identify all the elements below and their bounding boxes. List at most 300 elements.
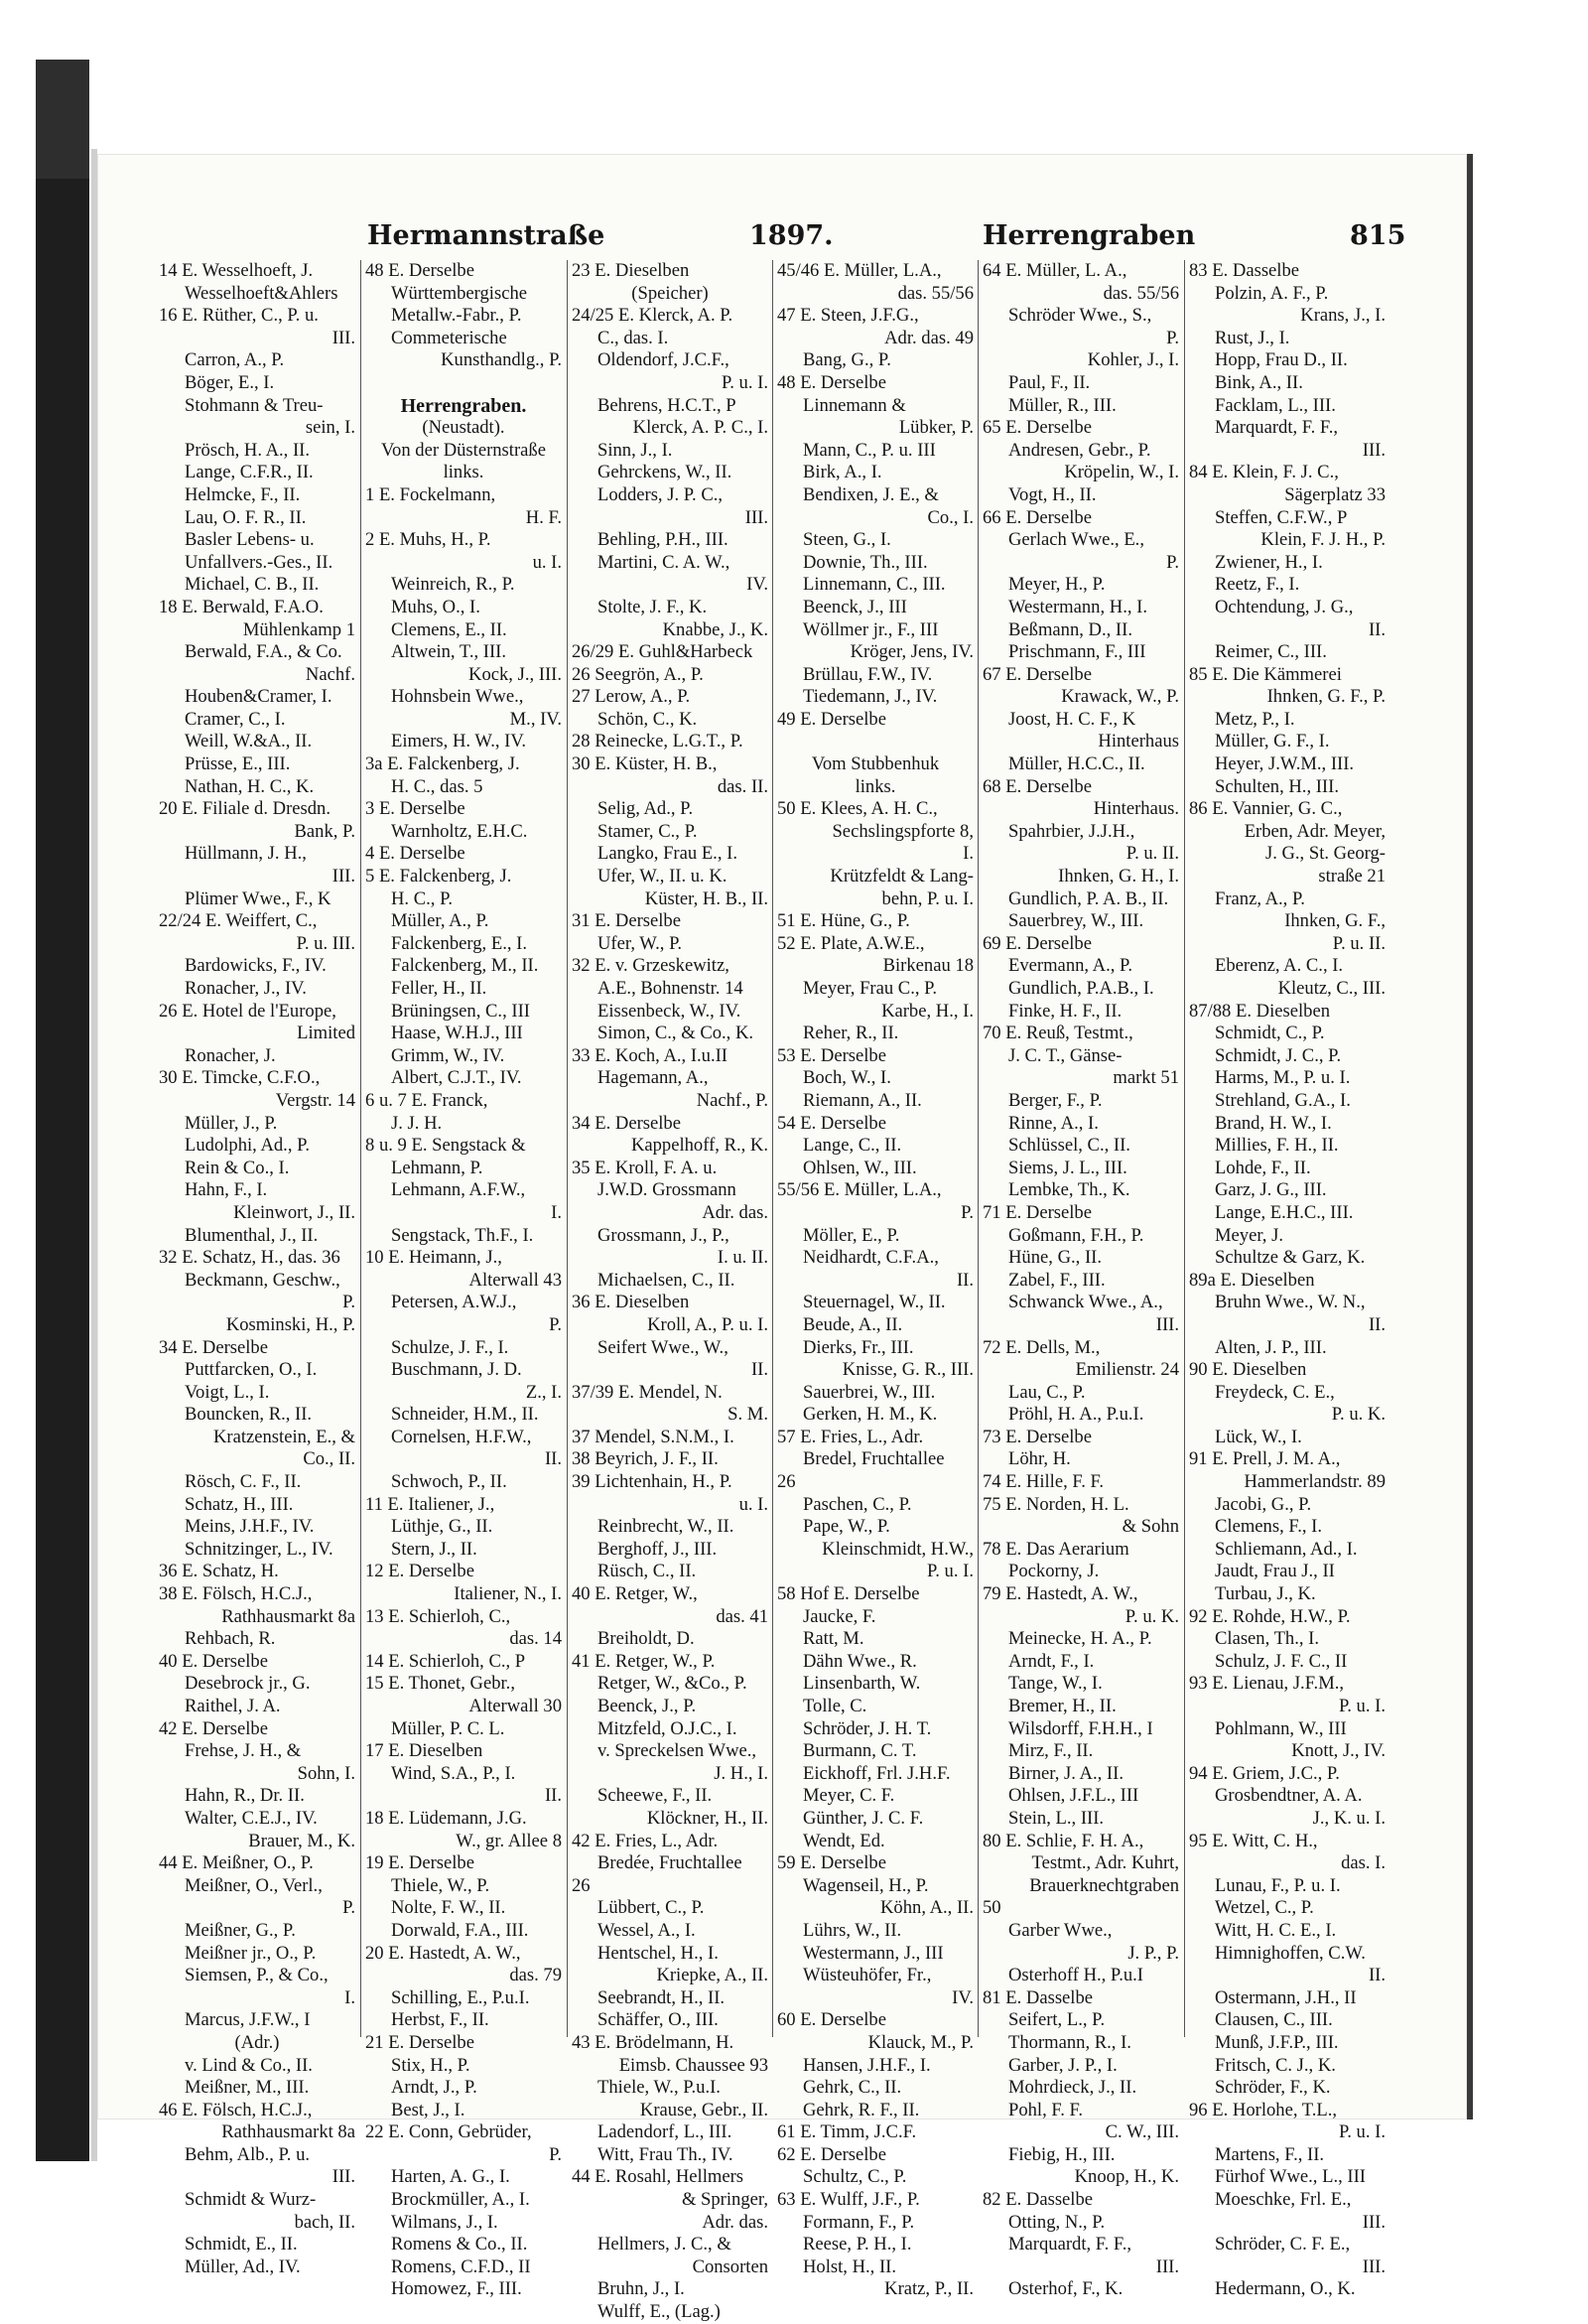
directory-line: Hahn, F., I. [185,1179,268,1201]
directory-line: 26 [572,1874,591,1896]
directory-line: links. [855,775,896,797]
directory-line: Wilmans, J., I. [391,2211,498,2233]
directory-line: Sechslingspforte 8, [832,820,974,842]
directory-line: Brockmüller, A., I. [391,2189,530,2211]
directory-column-5 [983,260,1179,2300]
directory-line: Adr. das. [702,2211,768,2233]
directory-line: Sauerbrey, W., III. [1008,910,1144,932]
directory-line: Garz, J. G., III. [1215,1179,1327,1201]
directory-line: Pockorny, J. [1008,1561,1100,1582]
directory-line: Ihnken, G. F., [1284,910,1386,932]
directory-line: Arndt, J., P. [391,2077,477,2099]
directory-line: Seifert, L., P. [1008,2009,1106,2031]
directory-line: J. P., P. [1127,1942,1179,1964]
directory-line: Kosminski, H., P. [225,1313,355,1335]
directory-line: das. 41 [716,1605,768,1627]
directory-line: Prischmann, F., III [1008,641,1146,663]
directory-line: links. [443,462,484,483]
directory-line: Best, J., I. [391,2099,465,2120]
directory-line: 1 E. Fockelmann, [365,483,496,505]
directory-line: u. I. [738,1493,768,1515]
directory-line: Lührs, W., II. [803,1919,902,1941]
directory-line: Wetzel, C., P. [1215,1897,1314,1919]
directory-line: 32 E. v. Grzeskewitz, [572,955,729,977]
directory-line: J. C. T., Gänse- [1008,1044,1123,1066]
directory-line: I. [344,1986,355,2008]
directory-line: 52 E. Plate, A.W.E., [777,932,925,954]
directory-line: 67 E. Derselbe [983,663,1092,685]
directory-line: P. [549,1313,562,1335]
directory-line: Ohlsen, W., III. [803,1157,917,1178]
directory-line: Reher, R., II. [803,1023,899,1044]
directory-line: Knisse, G. R., III. [842,1359,974,1381]
directory-line: das. 55/56 [1103,282,1179,304]
directory-line: Schmidt, E., II. [185,2234,298,2256]
directory-line: 90 E. Dieselben [1189,1359,1307,1381]
directory-line: Holst, H., II. [803,2256,896,2277]
directory-line: Beude, A., II. [803,1313,903,1335]
directory-line: Adr. das. [702,1201,768,1223]
directory-line: Garber, J. P., I. [1008,2054,1118,2076]
directory-line: 12 E. Derselbe [365,1561,474,1582]
directory-line: Bendixen, J. E., & [803,483,939,505]
directory-line: 42 E. Fries, L., Adr. [572,1830,719,1851]
column-divider [978,260,979,2037]
directory-line: Reimer, C., III. [1215,641,1327,663]
directory-line: Rein & Co., I. [185,1157,290,1178]
directory-line: 36 E. Dieselben [572,1292,690,1313]
directory-line: J., K. u. I. [1312,1807,1386,1829]
directory-line: Möller, E., P. [803,1224,900,1246]
directory-line: Altwein, T., III. [391,641,507,663]
directory-line: P. u. II. [1125,843,1179,865]
directory-line: Alten, J. P., III. [1215,1336,1327,1358]
header-street-left: Hermannstraße [367,220,605,251]
directory-line [777,731,974,753]
directory-line: Seifert Wwe., W., [597,1336,728,1358]
directory-line: Prösch, H. A., II. [185,439,311,461]
directory-line: 30 E. Timcke, C.F.O., [159,1067,321,1089]
directory-line: 5 E. Falckenberg, J. [365,866,512,888]
directory-line: Albert, C.J.T., IV. [391,1067,522,1089]
directory-line: Kohler, J., I. [1087,349,1179,371]
directory-line: Jaucke, F. [803,1605,876,1627]
directory-line: Sohn, I. [297,1762,355,1784]
directory-line: Beenck, J., P. [597,1696,697,1716]
directory-line: Klerck, A. P. C., I. [632,417,768,439]
directory-column-6 [1189,260,1386,2300]
directory-line: 41 E. Retger, W., P. [572,1650,716,1672]
directory-line: Homowez, F., III. [391,2278,522,2300]
directory-line: Garber Wwe., [1008,1919,1113,1941]
directory-line: Kunsthandlg., P. [441,349,562,371]
directory-line: Rathhausmarkt 8a [221,1605,355,1627]
directory-line: 23 E. Dieselben [572,260,690,281]
directory-line: Wendt, Ed. [803,1830,885,1851]
directory-line: Moeschke, Frl. E., [1215,2189,1352,2211]
directory-line: III. [1362,439,1386,461]
directory-line: Knabbe, J., K. [662,618,768,640]
directory-line: Goßmann, F.H., P. [1008,1224,1144,1246]
directory-line: Jacobi, G., P. [1215,1493,1312,1515]
directory-line: II. [544,1448,562,1470]
directory-line: IV. [746,574,768,596]
directory-line: 48 E. Derselbe [365,260,474,281]
directory-line: III. [331,2166,355,2188]
directory-line: P. u. II. [1332,932,1386,954]
directory-line: Selig, Ad., P. [597,798,694,820]
directory-line: 37/39 E. Mendel, N. [572,1381,723,1403]
directory-line: Vom Stubbenhuk [811,753,940,775]
directory-line: Reese, P. H., I. [803,2234,912,2256]
directory-line: Fürhof Wwe., L., III [1215,2166,1366,2188]
page-header [367,220,1409,256]
directory-line: Desebrock jr., G. [185,1673,311,1695]
directory-line: 8 u. 9 E. Sengstack & [365,1135,526,1157]
directory-line: Clemens, E., II. [391,618,507,640]
directory-line: Brüllau, F.W., IV. [803,663,933,685]
directory-line: Weill, W.&A., II. [185,731,313,752]
directory-line: H. C., P. [391,888,453,909]
directory-line: Blumenthal, J., II. [185,1224,319,1246]
directory-line: Berger, F., P. [1008,1089,1103,1111]
directory-line: Eberenz, A. C., I. [1215,955,1344,977]
directory-line: Harten, A. G., I. [391,2166,510,2188]
directory-line: 60 E. Derselbe [777,2009,886,2031]
directory-line: Eimsb. Chaussee 93 [618,2054,768,2076]
directory-line: Warnholtz, E.H.C. [391,820,528,842]
directory-line: 38 E. Fölsch, H.C.J., [159,1583,313,1605]
directory-line: Houben&Cramer, I. [185,686,332,708]
directory-line: Siems, J. L., III. [1008,1157,1127,1178]
directory-line: Langko, Frau E., I. [597,843,737,865]
directory-line: Meißner, M., III. [185,2077,310,2099]
directory-line: Grossmann, J., P., [597,1224,729,1246]
directory-line: Schmidt & Wurz- [185,2189,317,2211]
directory-line: Schäffer, O., III. [597,2009,719,2031]
directory-line: 42 E. Derselbe [159,1717,268,1739]
directory-line: Pohlmann, W., III [1215,1717,1347,1739]
directory-line: 91 E. Prell, J. M. A., [1189,1448,1341,1470]
directory-line: Schultze & Garz, K. [1215,1247,1366,1269]
directory-line: Sägerplatz 33 [1284,483,1386,505]
directory-line: Paschen, C., P. [803,1493,912,1515]
directory-line: 31 E. Derselbe [572,910,681,932]
directory-line: Lembke, Th., K. [1008,1179,1130,1201]
directory-line: markt 51 [1113,1067,1179,1089]
directory-line: Klauck, M., P. [867,2031,974,2053]
directory-line: Beßmann, D., II. [1008,618,1132,640]
directory-line: 26 Seegrön, A., P. [572,663,704,685]
directory-line: Falckenberg, E., I. [391,932,528,954]
directory-line: Seebrandt, H., II. [597,1986,726,2008]
directory-line: Linsenbarth, W. [803,1673,921,1695]
directory-line: Böger, E., I. [185,371,275,393]
directory-line: Riemann, A., II. [803,1089,922,1111]
directory-line: C., das. I. [597,327,669,348]
directory-line: Fiebig, H., III. [1008,2143,1116,2165]
directory-line: Ludolphi, Ad., P. [185,1135,311,1157]
directory-line: 86 E. Vannier, G. C., [1189,798,1343,820]
directory-line: Z., I. [525,1381,562,1403]
directory-line: Sinn, J., I. [597,439,673,461]
directory-line: Co., II. [303,1448,355,1470]
directory-line: Andresen, Gebr., P. [1008,439,1151,461]
directory-line: 38 Beyrich, J. F., II. [572,1448,719,1470]
directory-line: 15 E. Thonet, Gebr., [365,1673,515,1695]
directory-line: Thiele, W., P.u.I. [597,2077,721,2099]
directory-line: Birner, J. A., II. [1008,1762,1124,1784]
directory-line: Grosbendtner, A. A. [1215,1785,1363,1807]
directory-line: 21 E. Derselbe [365,2031,474,2053]
directory-line: Reetz, F., I. [1215,574,1300,596]
directory-line: Lehmann, A.F.W., [391,1179,526,1201]
directory-line: Formann, F., P. [803,2211,915,2233]
directory-line: Meins, J.H.F., IV. [185,1516,315,1538]
directory-line: 53 E. Derselbe [777,1044,886,1066]
directory-line: Krause, Gebr., II. [639,2099,768,2120]
directory-line: Turbau, J., K. [1215,1583,1316,1605]
directory-line: Steffen, C.F.W., P [1215,506,1348,528]
directory-line: Steen, G., I. [803,529,891,551]
directory-line: Hinterhaus [1098,731,1179,752]
directory-line: Schlüssel, C., II. [1008,1135,1130,1157]
directory-line: Heyer, J.W.M., III. [1215,753,1355,775]
directory-line: 83 E. Dasselbe [1189,260,1300,281]
directory-line: W., gr. Allee 8 [456,1830,562,1851]
directory-line: Schulze, J. F., I. [391,1336,509,1358]
directory-line: Himnighoffen, C.W. [1215,1942,1366,1964]
directory-line: Wüsteuhöfer, Fr., [803,1965,932,1986]
directory-line: Finke, H. F., II. [1008,1000,1123,1022]
directory-line: Thiele, W., P. [391,1874,490,1896]
directory-line: P. [961,1201,974,1223]
directory-line: Marcus, J.F.W., I [185,2009,311,2031]
directory-line: Nachf. [305,663,355,685]
directory-line: Puttfarcken, O., I. [185,1359,318,1381]
directory-line: 37 Mendel, S.N.M., I. [572,1426,734,1447]
directory-line: Prüsse, E., III. [185,753,291,775]
directory-line: P. [342,1897,355,1919]
directory-line: C. W., III. [1105,2121,1179,2143]
directory-line: Evermann, A., P. [1008,955,1132,977]
directory-line: Cornelsen, H.F.W., [391,1426,532,1447]
directory-line: 40 E. Derselbe [159,1650,268,1672]
directory-line: Hedermann, O., K. [1215,2278,1356,2300]
directory-line: Kleinwort, J., II. [233,1201,355,1223]
directory-line: 34 E. Derselbe [572,1112,681,1134]
directory-line: Schröder, F., K. [1215,2077,1331,2099]
directory-line: Brüningsen, C., III [391,1000,530,1022]
directory-line: Berghoff, J., III. [597,1538,718,1560]
directory-line: 14 E. Wesselhoeft, J. [159,260,314,281]
directory-line: Michaelsen, C., II. [597,1269,735,1291]
directory-line: 78 E. Das Aerarium [983,1538,1129,1560]
directory-line: Hahn, R., Dr. II. [185,1785,305,1807]
directory-line: Herrengraben. [400,394,527,417]
directory-line: Raithel, J. A. [185,1696,281,1716]
directory-line: III. [331,866,355,888]
directory-line: Behling, P.H., III. [597,529,728,551]
directory-line: Schatz, H., III. [185,1493,294,1515]
directory-line: Alterwall 43 [468,1269,562,1291]
directory-line: Brauer, M., K. [248,1830,355,1851]
directory-line: Kriepke, A., II. [656,1965,768,1986]
directory-line: H. C., das. 5 [391,775,483,797]
directory-line: Kroll, A., P. u. I. [647,1313,768,1335]
directory-line: J. J. H. [391,1112,443,1134]
directory-line: Reinbrecht, W., II. [597,1516,734,1538]
directory-line: Ronacher, J., IV. [185,978,307,999]
directory-line: Falckenberg, M., II. [391,955,539,977]
directory-line: Lübbert, C., P. [597,1897,705,1919]
directory-line: Erben, Adr. Meyer, [1244,820,1386,842]
directory-line: 55/56 E. Müller, L.A., [777,1179,942,1201]
directory-line: Clausen, C., III. [1215,2009,1333,2031]
directory-line: Downie, Th., III. [803,551,928,573]
directory-line: IV. [952,1986,974,2008]
directory-line: Arndt, F., I. [1008,1650,1095,1672]
directory-line: Meyer, Frau C., P. [803,978,938,999]
directory-line: Muhs, O., I. [391,596,480,617]
directory-line: Wind, S.A., P., I. [391,1762,516,1784]
directory-line: Schön, C., K. [597,708,698,730]
directory-line: Carron, A., P. [185,349,285,371]
directory-line: Weinreich, R., P. [391,574,515,596]
directory-line: Simon, C., & Co., K. [597,1023,754,1044]
directory-line: Hagemann, A., [597,1067,709,1089]
directory-line: Behrens, H.C.T., P [597,394,736,416]
directory-line: Sauerbrei, W., III. [803,1381,936,1403]
directory-line: Klöckner, H., II. [646,1807,768,1829]
directory-line: H. F. [525,506,562,528]
directory-line: Otting, N., P. [1008,2211,1106,2233]
directory-line: P. [1166,551,1179,573]
directory-line: 92 E. Rohde, H.W., P. [1189,1605,1351,1627]
directory-line: das. II. [717,775,768,797]
directory-line: Wulff, E., (Lag.) [597,2301,721,2323]
directory-line: Unfallvers.-Ges., II. [185,551,333,573]
directory-line: P. u. I. [926,1561,974,1582]
directory-line: Hüne, G., II. [1008,1247,1102,1269]
directory-line: Ohlsen, J.F.L., III [1008,1785,1139,1807]
directory-line: Westermann, J., III [803,1942,944,1964]
directory-line: Clemens, F., I. [1215,1516,1323,1538]
directory-line: Nathan, H. C., K. [185,775,315,797]
directory-line: Bruhn Wwe., W. N., [1215,1292,1366,1313]
directory-line: Linnemann & [803,394,906,416]
directory-line: P. u. I. [1338,2121,1386,2143]
directory-line: 61 E. Timm, J.C.F. [777,2121,917,2143]
directory-line: Scheewe, F., II. [597,1785,713,1807]
directory-line: Gerlach Wwe., E., [1008,529,1144,551]
directory-line: 66 E. Derselbe [983,506,1092,528]
directory-line: 64 E. Müller, L. A., [983,260,1127,281]
directory-line: 32 E. Schatz, H., das. 36 [159,1247,340,1269]
directory-line: Lübker, P. [898,417,974,439]
directory-line: & Sohn [1122,1516,1179,1538]
directory-line: Osterhoff H., P.u.I [1008,1965,1144,1986]
directory-line: III. [1362,2211,1386,2233]
directory-line: 3 E. Derselbe [365,798,465,820]
directory-line: 69 E. Derselbe [983,932,1092,954]
directory-line: Adr. das. 49 [884,327,974,348]
directory-line: sein, I. [305,417,355,439]
directory-line: I. [963,843,974,865]
directory-line: Bredel, Fruchtallee [803,1448,945,1470]
directory-line: P. [1166,327,1179,348]
book-binding [36,60,89,2161]
directory-line: II. [1368,1313,1386,1335]
directory-line: P. u. K. [1331,1404,1386,1426]
directory-line: Buschmann, J. D. [391,1359,522,1381]
directory-line: Kratz, P., II. [884,2278,974,2300]
directory-line: Wöllmer jr., F., III [803,618,939,640]
directory-line: Tolle, C. [803,1696,867,1716]
directory-line: Walter, C.E.J., IV. [185,1807,318,1829]
directory-line: Zwiener, H., I. [1215,551,1323,573]
directory-line: Gehrk, C., II. [803,2077,902,2099]
directory-line: P. [549,2143,562,2165]
directory-line: P. [342,1292,355,1313]
directory-line: 54 E. Derselbe [777,1112,886,1134]
directory-line [365,372,562,395]
directory-column-3 [572,260,768,2323]
directory-line: 44 E. Rosahl, Hellmers [572,2166,743,2188]
directory-line: Kröger, Jens, IV. [850,641,974,663]
directory-line: Ochtendung, J. G., [1215,596,1354,617]
directory-line: Krans, J., I. [1300,305,1386,327]
directory-line: Westermann, H., I. [1008,596,1147,617]
directory-line: M., IV. [509,708,562,730]
directory-line: Michael, C. B., II. [185,574,320,596]
directory-line: 20 E. Hastedt, A. W., [365,1942,521,1964]
directory-line: 26/29 E. Guhl&Harbeck [572,641,753,663]
directory-line: II. [750,1359,768,1381]
directory-line: 87/88 E. Dieselben [1189,1000,1331,1022]
directory-line: 26 E. Hotel de l'Europe, [159,1000,336,1022]
directory-line: 35 E. Kroll, F. A. u. [572,1157,718,1178]
directory-line: Herbst, F., II. [391,2009,489,2031]
directory-line: 50 E. Klees, A. H. C., [777,798,938,820]
directory-line: II. [1368,618,1386,640]
directory-line: Bink, A., II. [1215,371,1303,393]
directory-line: Müller, A., P. [391,910,489,932]
directory-line: 40 E. Retger, W., [572,1583,698,1605]
directory-line: Pröhl, H. A., P.u.I. [1008,1404,1144,1426]
directory-line: 27 Lerow, A., P. [572,686,691,708]
directory-line: 44 E. Meißner, O., P. [159,1852,314,1874]
directory-line: Ladendorf, L., III. [597,2121,732,2143]
directory-line: Hüllmann, J. H., [185,843,307,865]
directory-line: Klein, F. J. H., P. [1260,529,1386,551]
directory-line: Von der Düsternstraße [381,439,546,461]
directory-line: Köhn, A., II. [880,1897,974,1919]
directory-line: 11 E. Italiener, J., [365,1493,495,1515]
directory-line: Sengstack, Th.F., I. [391,1224,534,1246]
directory-line: Wessel, A., I. [597,1919,696,1941]
directory-line: Petersen, A.W.J., [391,1292,517,1313]
directory-line: Commeterische [391,327,507,348]
directory-line: Munß, J.F.P., III. [1215,2031,1339,2053]
directory-line: Hellmers, J. C., & [597,2234,731,2256]
directory-line: Stein, L., III. [1008,1807,1105,1829]
directory-line: Württembergische [391,282,527,304]
directory-line: 10 E. Heimann, J., [365,1247,502,1269]
directory-line: Müller, Ad., IV. [185,2256,301,2277]
directory-line: Rösch, C. F., II. [185,1471,302,1493]
directory-line: Bremer, H., II. [1008,1696,1117,1716]
